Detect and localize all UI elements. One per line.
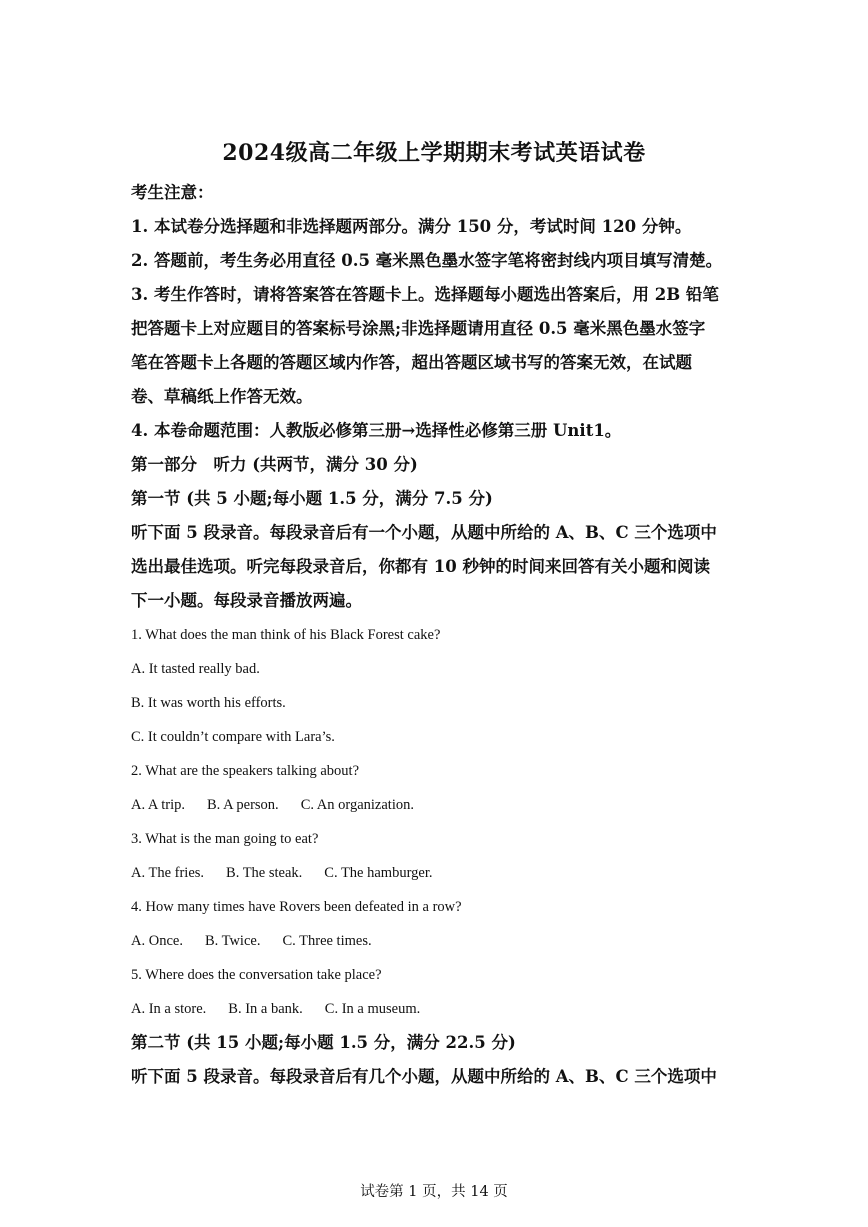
question-5-option-a: A. In a store.	[131, 1001, 207, 1017]
question-5-option-c: C. In a museum.	[324, 1001, 421, 1017]
question-2-option-b: B. A person.	[206, 797, 279, 813]
notice-item-3-line-4: 卷、草稿纸上作答无效。	[131, 387, 313, 406]
question-2-option-a: A. A trip.	[131, 797, 185, 813]
question-2-options	[131, 788, 743, 822]
question-5-option-b: B. In a bank.	[228, 1001, 303, 1017]
section1-heading: 第一节 (共 5 小题;每小题 1.5 分，满分 7.5 分)	[131, 489, 493, 508]
notice-item-3-line-1: 3. 考生作答时，请将答案答在答题卡上。选择题每小题选出答案后，用 2B 铅笔	[131, 285, 719, 304]
section2-instruction-line-1: 听下面 5 段录音。每段录音后有几个小题，从题中所给的 A、B、C 三个选项中	[131, 1067, 717, 1086]
question-5-stem: 5. Where does the conversation take place?	[131, 967, 382, 983]
notice-item-1: 1. 本试卷分选择题和非选择题两部分。满分 150 分，考试时间 120 分钟。	[131, 217, 692, 236]
notice-item-4: 4. 本卷命题范围：人教版必修第三册→选择性必修第三册 Unit1。	[131, 421, 622, 440]
exam-content	[131, 176, 743, 1094]
notice-item-3-line-2: 把答题卡上对应题目的答案标号涂黑;非选择题请用直径 0.5 毫米黑色墨水签字	[131, 319, 706, 338]
question-4-stem: 4. How many times have Rovers been defeated in a row?	[131, 899, 462, 915]
question-1-stem: 1. What does the man think of his Black Forest cake?	[131, 627, 441, 643]
question-4-option-a: A. Once.	[131, 933, 183, 949]
question-3-option-b: B. The steak.	[226, 865, 303, 881]
question-2-option-c: C. An organization.	[300, 797, 414, 813]
question-1-option-c: C. It couldn’t compare with Lara’s.	[131, 729, 335, 745]
question-1-option-b: B. It was worth his efforts.	[131, 695, 286, 711]
part1-heading: 第一部分 听力 (共两节，满分 30 分)	[131, 455, 418, 474]
question-3-option-a: A. The fries.	[131, 865, 205, 881]
question-3-stem: 3. What is the man going to eat?	[131, 831, 319, 847]
section1-instruction-line-2: 选出最佳选项。听完每段录音后，你都有 10 秒钟的时间来回答有关小题和阅读	[131, 557, 710, 576]
question-3-option-c: C. The hamburger.	[324, 865, 433, 881]
notice-item-3-line-3: 笔在答题卡上各题的答题区域内作答，超出答题区域书写的答案无效，在试题	[131, 353, 692, 372]
exam-title: 2024级高二年级上学期期末考试英语试卷	[222, 140, 646, 166]
page-footer: 试卷第 1 页，共 14 页	[360, 1184, 508, 1200]
section1-instruction-line-1: 听下面 5 段录音。每段录音后有一个小题，从题中所给的 A、B、C 三个选项中	[131, 523, 717, 542]
question-2-stem: 2. What are the speakers talking about?	[131, 763, 360, 779]
notice-item-2: 2. 答题前，考生务必用直径 0.5 毫米黑色墨水签字笔将密封线内项目填写清楚。	[131, 251, 723, 270]
question-4-options	[131, 924, 743, 958]
section2-heading: 第二节 (共 15 小题;每小题 1.5 分，满分 22.5 分)	[131, 1033, 516, 1052]
notice-heading: 考生注意：	[131, 183, 214, 202]
section1-instruction-line-3: 下一小题。每段录音播放两遍。	[131, 591, 362, 610]
question-5-options	[131, 992, 743, 1026]
question-3-options	[131, 856, 743, 890]
question-4-option-c: C. Three times.	[282, 933, 372, 949]
question-4-option-b: B. Twice.	[204, 933, 261, 949]
question-1-option-a: A. It tasted really bad.	[131, 661, 260, 677]
